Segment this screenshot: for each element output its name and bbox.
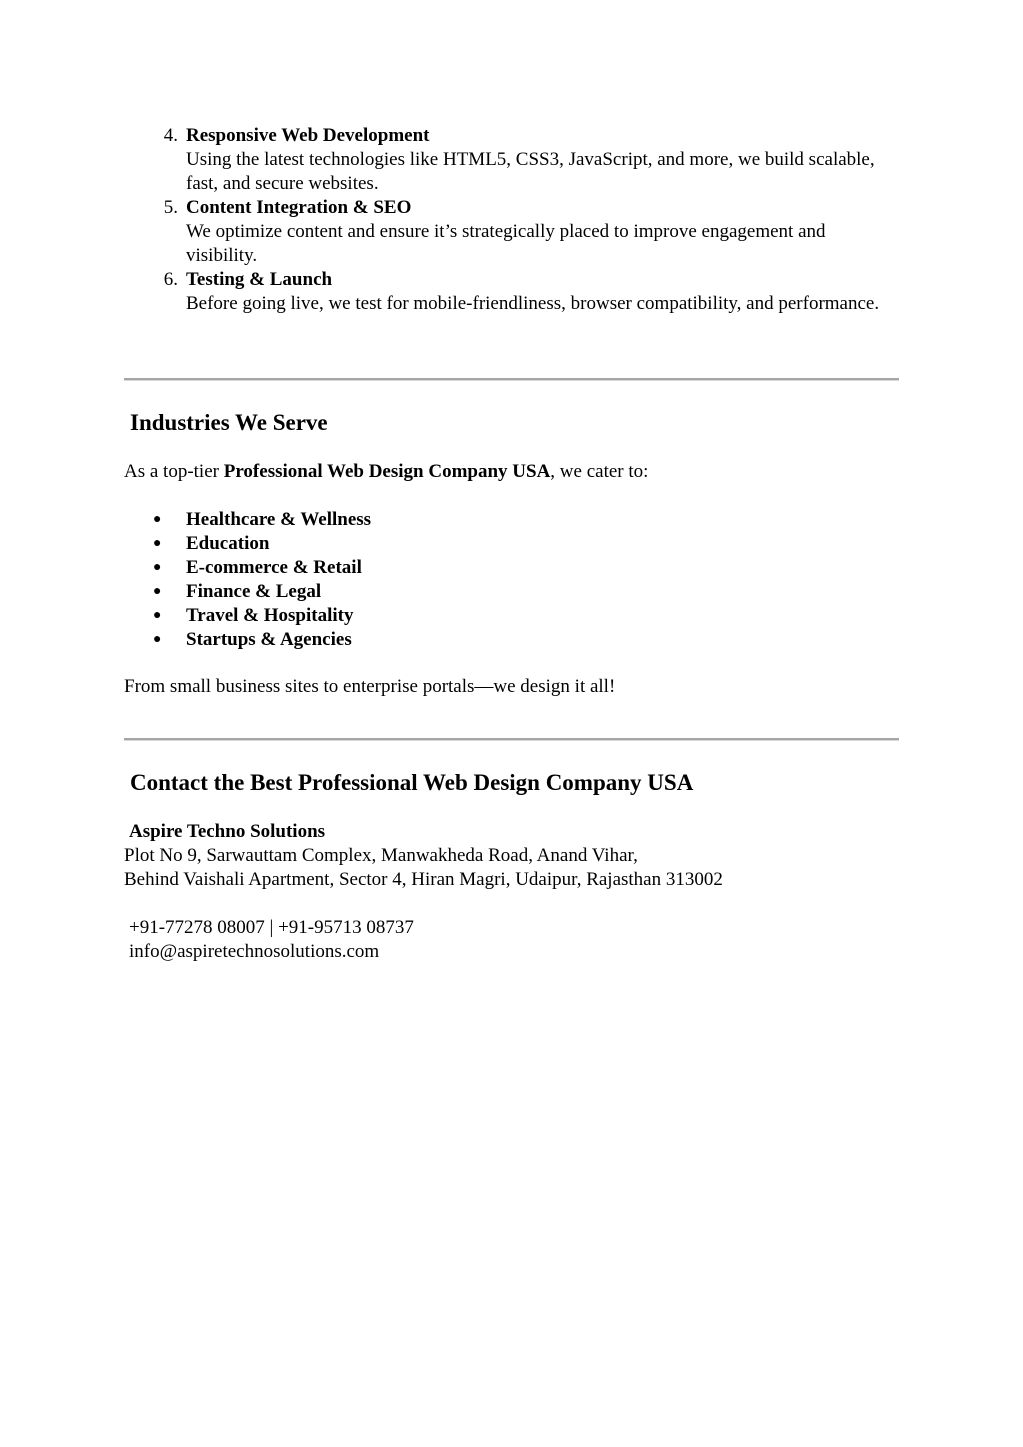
bullet-icon: ● bbox=[153, 536, 162, 551]
step-body bbox=[186, 196, 894, 268]
process-steps-list bbox=[124, 124, 894, 316]
contact-address bbox=[124, 820, 723, 892]
intro-bold: Professional Web Design Company USA bbox=[223, 461, 551, 482]
bullet-icon: ● bbox=[153, 608, 162, 623]
industry-label: Finance & Legal bbox=[186, 581, 322, 602]
industries-closing: From small business sites to enterprise portals—we design it all! bbox=[124, 676, 616, 697]
industries-heading: Industries We Serve bbox=[130, 410, 328, 435]
bullet-icon: ● bbox=[153, 512, 162, 527]
phone-numbers: +91-77278 08007 | +91-95713 08737 bbox=[129, 917, 414, 938]
process-step bbox=[124, 196, 894, 268]
list-item bbox=[124, 508, 371, 532]
industry-label: E-commerce & Retail bbox=[186, 557, 362, 578]
step-title: Testing & Launch bbox=[186, 269, 333, 290]
list-item bbox=[124, 628, 371, 652]
step-title: Content Integration & SEO bbox=[186, 197, 412, 218]
step-description: Using the latest technologies like HTML5, CSS3, JavaScript, and more, we build scalable, fast, and secure websites. bbox=[186, 149, 875, 194]
process-step bbox=[124, 124, 894, 196]
industry-label: Education bbox=[186, 533, 270, 554]
address-line-2: Behind Vaishali Apartment, Sector 4, Hiran Magri, Udaipur, Rajasthan 313002 bbox=[124, 869, 723, 890]
list-item bbox=[124, 556, 371, 580]
list-item bbox=[124, 532, 371, 556]
list-item bbox=[124, 604, 371, 628]
address-line-1: Plot No 9, Sarwauttam Complex, Manwakheda Road, Anand Vihar, bbox=[124, 845, 638, 866]
section-divider bbox=[124, 378, 899, 381]
section-divider bbox=[124, 738, 899, 741]
bullet-icon: ● bbox=[153, 584, 162, 599]
step-number: 5. bbox=[163, 197, 178, 218]
industries-list bbox=[124, 508, 371, 652]
industry-label: Healthcare & Wellness bbox=[186, 509, 372, 530]
industry-label: Travel & Hospitality bbox=[186, 605, 354, 626]
step-title: Responsive Web Development bbox=[186, 125, 430, 146]
step-body bbox=[186, 268, 894, 316]
step-number: 6. bbox=[163, 269, 178, 290]
email-address: info@aspiretechnosolutions.com bbox=[129, 941, 380, 962]
step-description: Before going live, we test for mobile-friendliness, browser compatibility, and performance. bbox=[186, 293, 880, 314]
company-name: Aspire Techno Solutions bbox=[129, 821, 326, 842]
contact-heading: Contact the Best Professional Web Design Company USA bbox=[130, 770, 694, 795]
step-number: 4. bbox=[163, 125, 178, 146]
list-item bbox=[124, 580, 371, 604]
industries-intro bbox=[124, 460, 904, 484]
industry-label: Startups & Agencies bbox=[186, 629, 352, 650]
intro-suffix: , we cater to: bbox=[550, 461, 649, 482]
bullet-icon: ● bbox=[153, 632, 162, 647]
bullet-icon: ● bbox=[153, 560, 162, 575]
step-body bbox=[186, 124, 894, 196]
contact-details bbox=[129, 916, 414, 964]
step-description: We optimize content and ensure it’s strategically placed to improve engagement and visibility. bbox=[186, 221, 826, 266]
process-step bbox=[124, 268, 894, 316]
intro-prefix: As a top-tier bbox=[124, 461, 224, 482]
